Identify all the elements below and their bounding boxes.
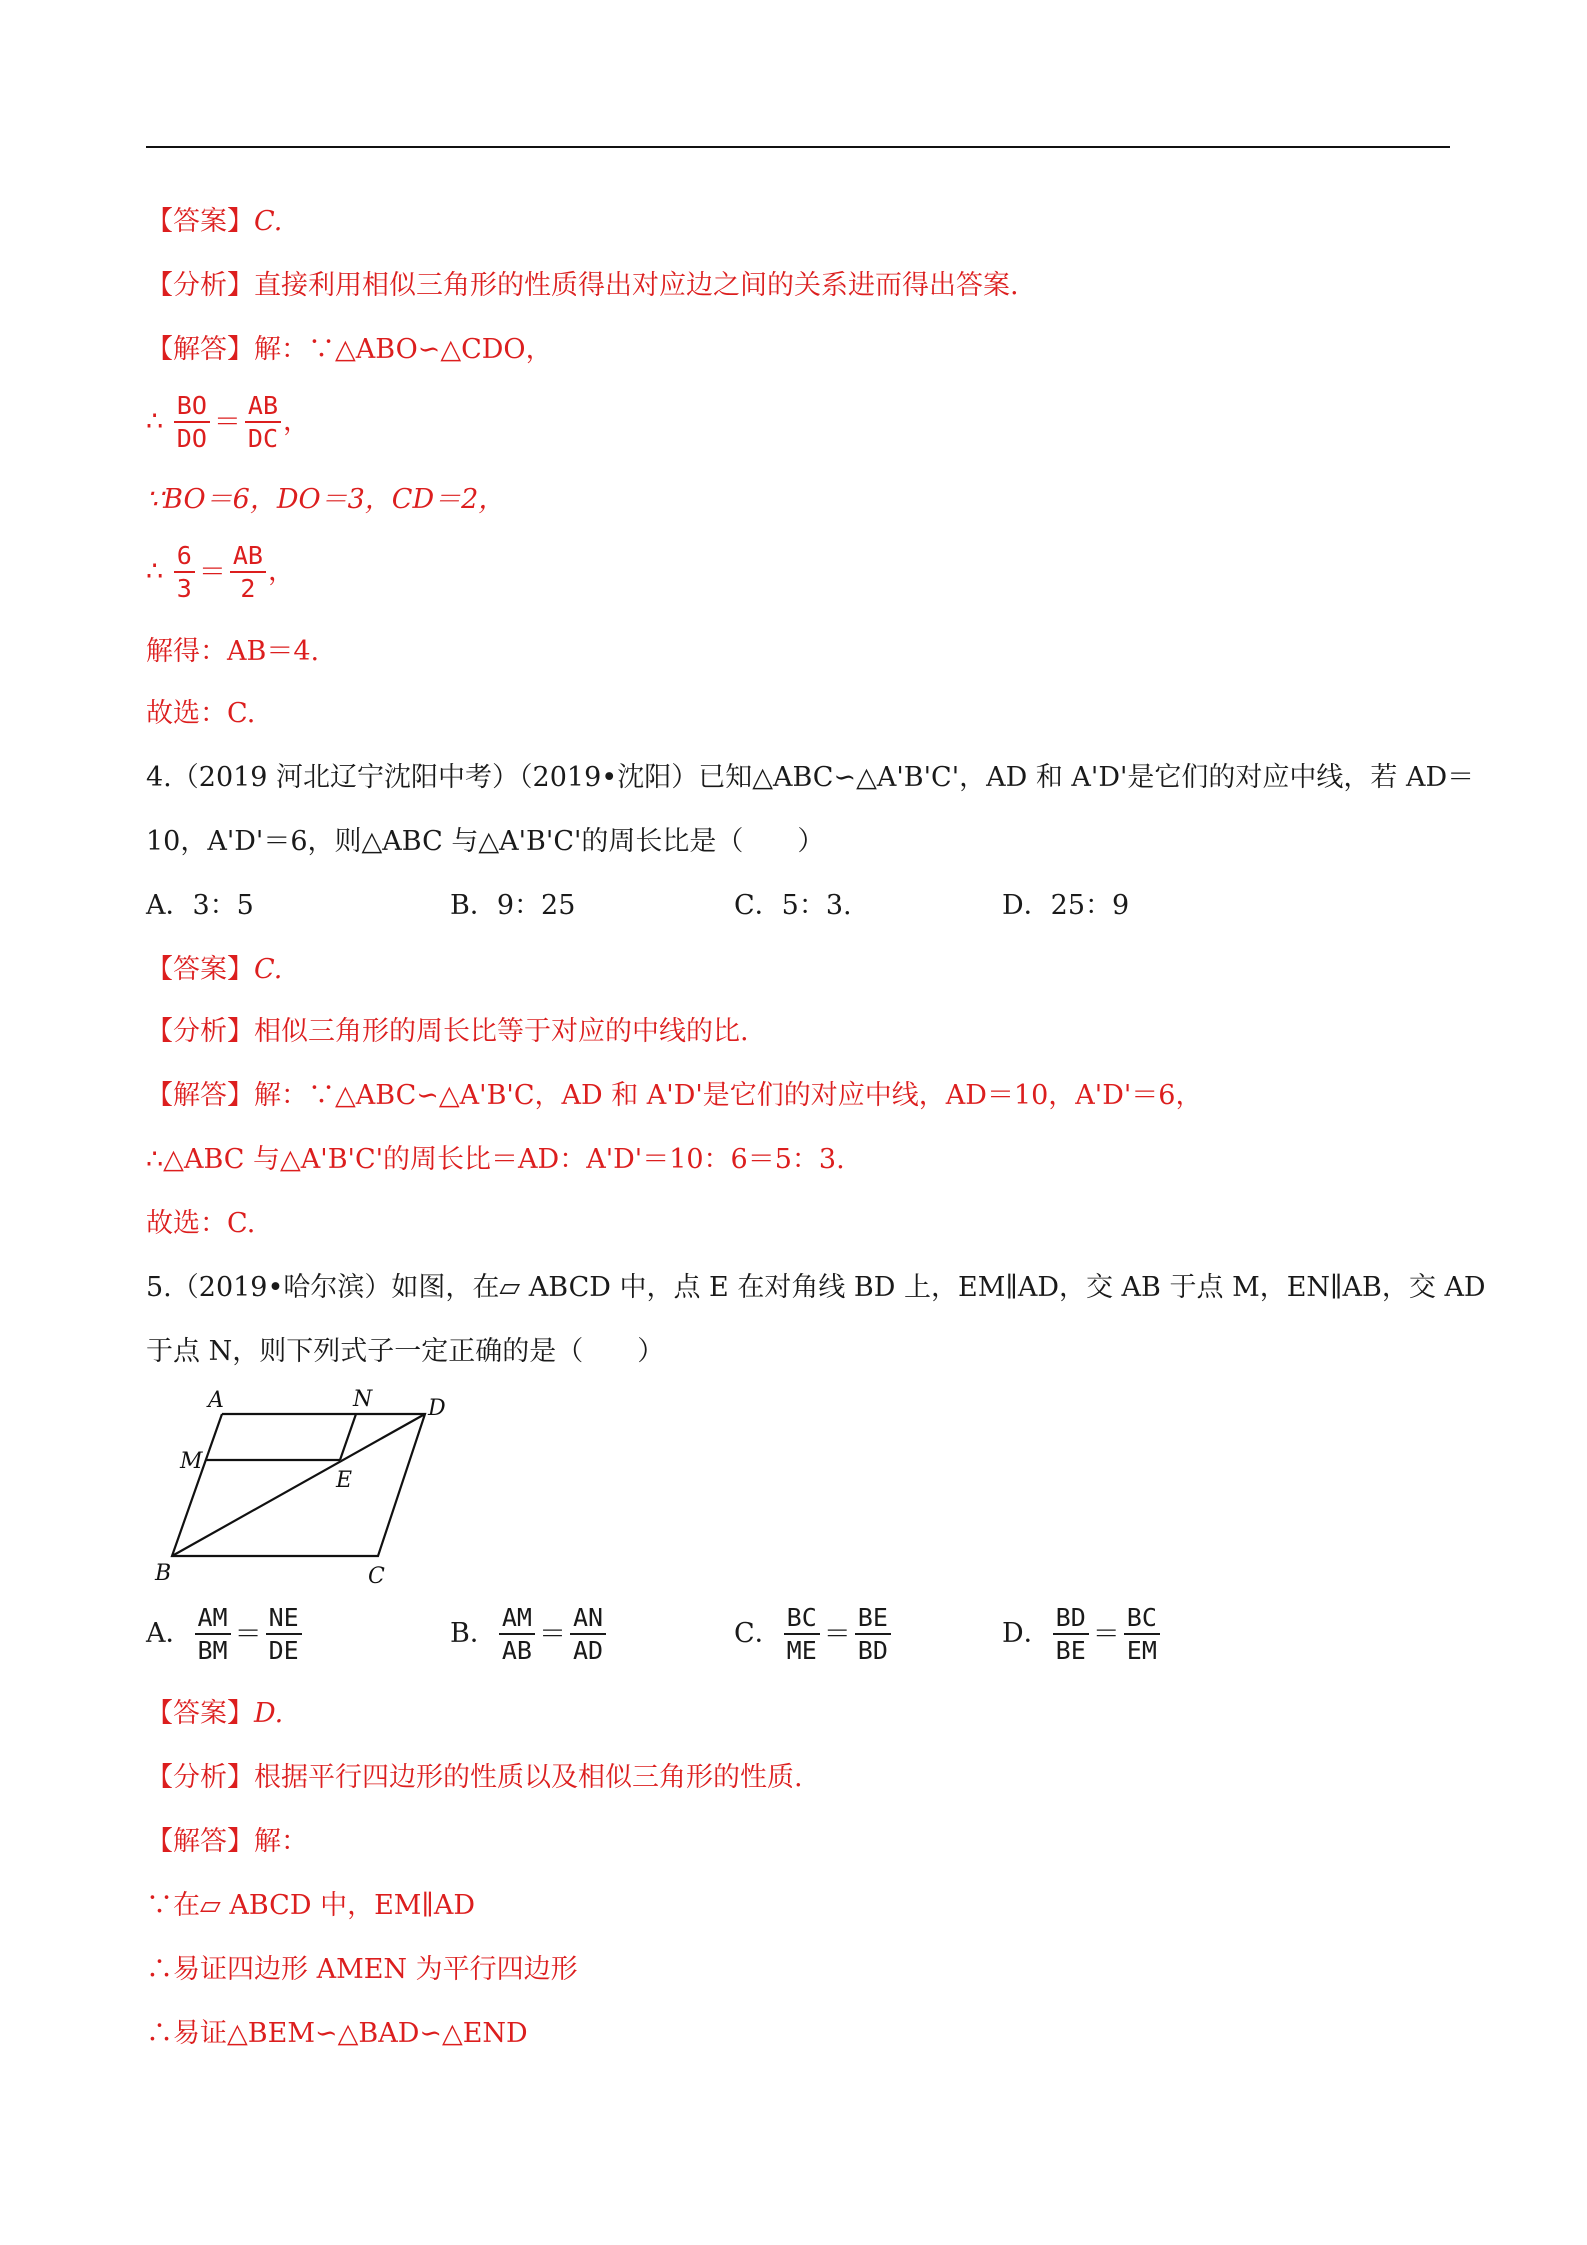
fraction-bo-do: $\frac{BO}{DO}$ <box>174 392 210 453</box>
fraction-6-3: $\frac{6}{3}$ <box>174 542 195 603</box>
q4-stem-line1: 4.（2019 河北辽宁沈阳中考）（2019•沈阳）已知△ABC∽△A'B'C'，AD 和 A'D'是它们的对应中线，若 AD＝ <box>146 762 1475 793</box>
q5-step1: ∵在▱ ABCD 中，EM∥AD <box>146 1890 476 1921</box>
fraction-ab-2: $\frac{AB}{2}$ <box>230 542 266 603</box>
q5-stem-line2: 于点 N，则下列式子一定正确的是（ ） <box>146 1336 665 1367</box>
q3-solution <box>146 330 553 370</box>
q4-answer: 【答案】C. <box>146 954 283 985</box>
q3-given: ∵BO＝6，DO＝3，CD＝2， <box>146 484 506 515</box>
q4-stem-line2: 10，A'D'＝6，则△ABC 与△A'B'C'的周长比是（ ） <box>146 826 825 857</box>
diagonal-bd <box>172 1414 425 1556</box>
header-rule <box>146 146 1450 148</box>
q5-option-b: B． $\frac{AM}{AB}$ ＝ $\frac{AN}{AD}$ <box>450 1604 608 1665</box>
equals-sign: ＝ <box>213 406 241 438</box>
q4-analysis: 【分析】相似三角形的周长比等于对应的中线的比. <box>146 1016 749 1047</box>
q3-analysis <box>146 266 1019 306</box>
q5-option-a: A． $\frac{AM}{BM}$ ＝ $\frac{NE}{DE}$ <box>146 1604 304 1665</box>
solution-text: 解： <box>254 1826 308 1857</box>
answer-value: C. <box>254 954 283 985</box>
solution-text: 解：∵△ABC∽△A'B'C，AD 和 A'D'是它们的对应中线，AD＝10，A'D'＝6， <box>254 1080 1203 1111</box>
q5-solution: 【解答】解： <box>146 1826 308 1857</box>
q5-step2: ∴易证四边形 AMEN 为平行四边形 <box>146 1954 578 1985</box>
parallelogram-figure <box>150 1388 470 1588</box>
q4-choice: 故选：C. <box>146 1208 256 1239</box>
solution-label: 【解答】 <box>146 334 254 365</box>
label-d: D <box>428 1396 446 1421</box>
therefore-symbol: ∴ <box>146 406 164 437</box>
label-e: E <box>336 1468 353 1493</box>
fraction-ab-dc: $\frac{AB}{DC}$ <box>245 392 281 453</box>
q4-option-b: B．9：25 <box>450 890 576 921</box>
label-b: B <box>155 1561 172 1586</box>
q5-option-c: C． $\frac{BC}{ME}$ ＝ $\frac{BE}{BD}$ <box>734 1604 893 1665</box>
solution-text: 解：∵△ABO∽△CDO， <box>254 334 553 365</box>
label-c: C <box>368 1564 385 1588</box>
label-a: A <box>208 1388 224 1413</box>
q4-option-a: A．3：5 <box>146 890 254 921</box>
q5-option-d: D． $\frac{BD}{BE}$ ＝ $\frac{BC}{EM}$ <box>1002 1604 1162 1665</box>
label-n: N <box>353 1388 373 1412</box>
q4-option-c: C．5：3. <box>734 890 852 921</box>
q3-answer <box>146 202 282 242</box>
q5-stem-line1: 5.（2019•哈尔滨）如图，在▱ ABCD 中，点 E 在对角线 BD 上，EM∥AD，交 AB 于点 M，EN∥AB，交 AD <box>146 1272 1486 1303</box>
q3-choice: 故选：C. <box>146 698 256 729</box>
answer-label: 【答案】 <box>146 206 254 237</box>
q3-ratio-equation: ∴ $\frac{BO}{DO}$ ＝ $\frac{AB}{DC}$ ， <box>146 391 310 453</box>
q3-substituted-equation: ∴ $\frac{6}{3}$ ＝ $\frac{AB}{2}$ ， <box>146 541 295 603</box>
analysis-label: 【分析】 <box>146 270 254 301</box>
analysis-text: 相似三角形的周长比等于对应的中线的比. <box>254 1016 749 1047</box>
analysis-text: 直接利用相似三角形的性质得出对应边之间的关系进而得出答案. <box>254 270 1019 301</box>
q5-analysis: 【分析】根据平行四边形的性质以及相似三角形的性质. <box>146 1762 803 1793</box>
q5-answer: 【答案】D. <box>146 1698 284 1729</box>
q4-solution-line2: ∴△ABC 与△A'B'C'的周长比＝AD：A'D'＝10：6＝5：3. <box>146 1144 845 1175</box>
label-m: M <box>180 1449 203 1474</box>
q5-step3: ∴易证△BEM∽△BAD∽△END <box>146 2018 528 2049</box>
answer-value: C. <box>254 206 283 237</box>
analysis-text: 根据平行四边形的性质以及相似三角形的性质. <box>254 1762 803 1793</box>
answer-value: D. <box>254 1698 284 1729</box>
q4-solution: 【解答】解：∵△ABC∽△A'B'C，AD 和 A'D'是它们的对应中线，AD＝10，A'D'＝6， <box>146 1080 1203 1111</box>
q4-option-d: D．25：9 <box>1002 890 1130 921</box>
q3-result: 解得：AB＝4. <box>146 636 320 667</box>
